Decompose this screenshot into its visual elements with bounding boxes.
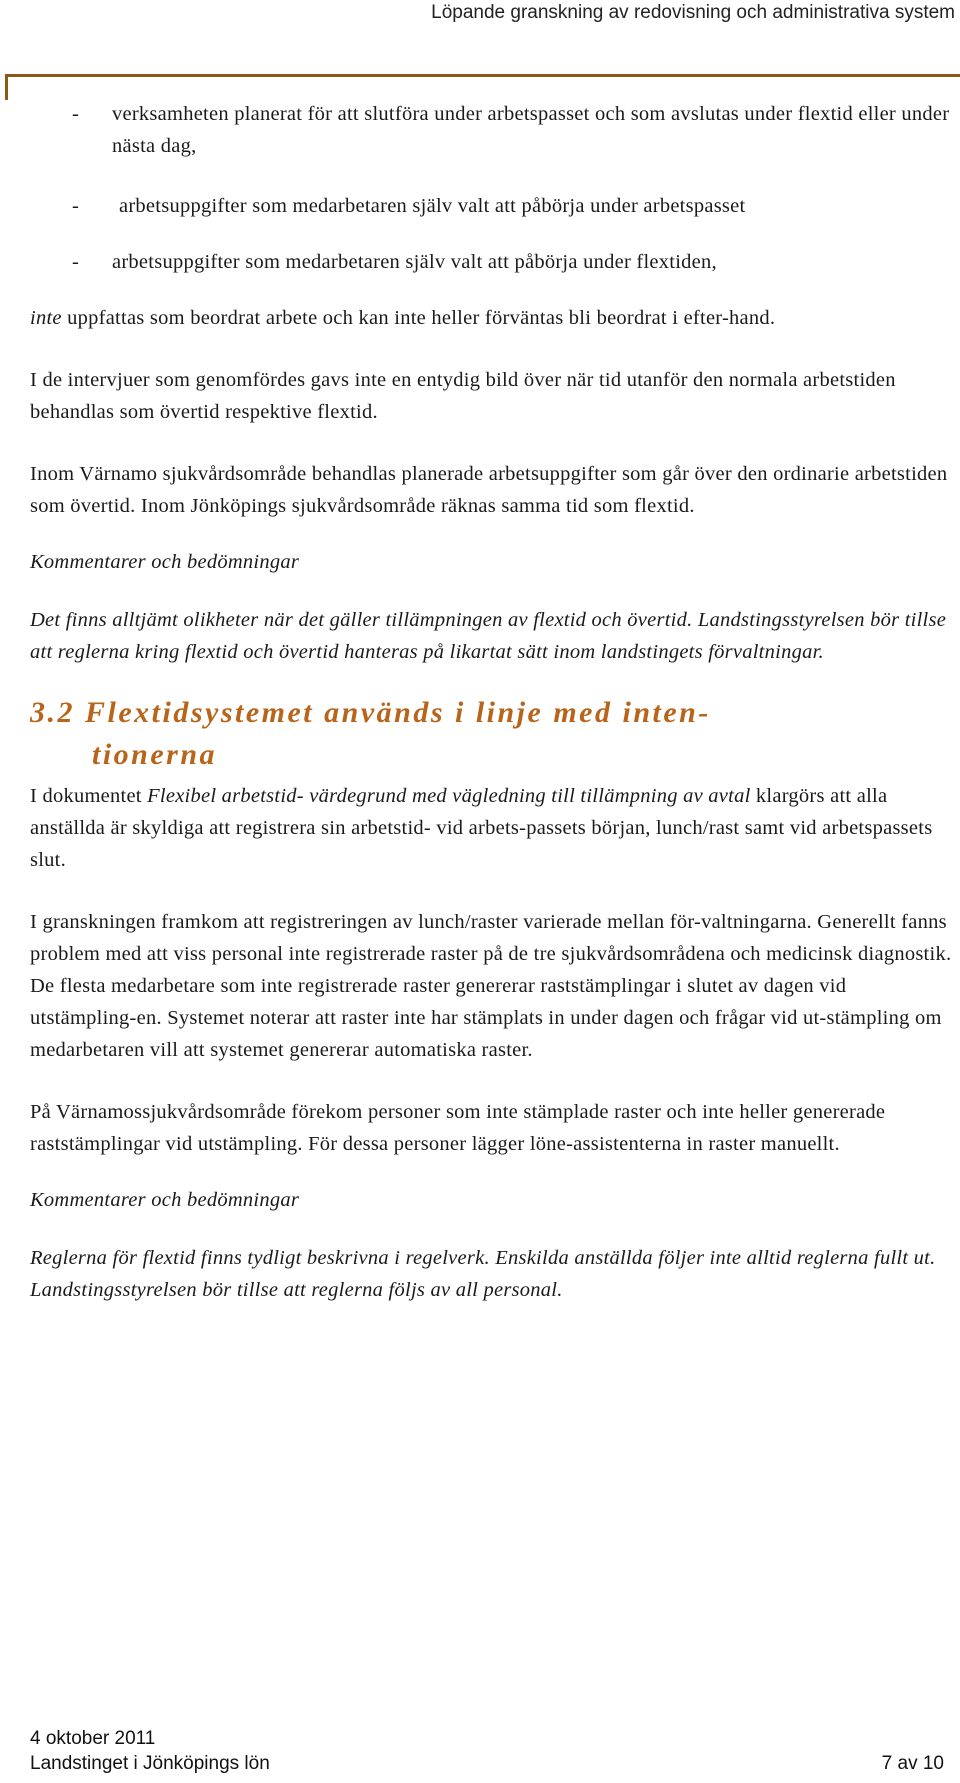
- comments-text: Det finns alltjämt olikheter när det gäller tillämpningen av flextid och övertid. Landstingsstyrelsen bör tillse att reglerna kring flextid och övertid hanteras på likartat sätt inom landstingets förvaltningar.: [30, 609, 947, 663]
- list-item-text: arbetsuppgifter som medarbetaren själv valt att påbörja under arbetspasset: [119, 195, 746, 217]
- list-item: [30, 246, 955, 278]
- header-rule: [5, 74, 960, 77]
- list-item: [30, 190, 955, 222]
- document-body: [30, 98, 955, 1336]
- page-footer: [30, 1726, 944, 1776]
- paragraph: I de intervjuer som genomfördes gavs inte en entydig bild över när tid utanför den normala arbetstiden behandlas som övertid respektive flextid.: [30, 369, 896, 423]
- paragraph-text: klargörs att alla anställda är skyldiga att registrera sin arbetstid- vid arbets-passets början, lunch/rast samt vid arbetspassets slut.: [30, 785, 933, 871]
- section-heading-line: 3.2 Flextidsystemet används i linje med inten-: [30, 696, 711, 729]
- footer-date: 4 oktober 2011: [30, 1728, 156, 1749]
- paragraph: Inom Värnamo sjukvårdsområde behandlas planerade arbetsuppgifter som går över den ordinarie arbetstiden som övertid. Inom Jönköpings sjukvårdsområde räknas samma tid som flextid.: [30, 463, 948, 517]
- running-header: Löpande granskning av redovisning och administrativa system: [431, 2, 955, 23]
- comments-text: Reglerna för flextid finns tydligt beskrivna i regelverk. Enskilda anställda följer inte alltid reglerna fullt ut. Landstingsstyrelsen bör tillse att reglerna följs av all personal.: [30, 1247, 936, 1301]
- section-heading: [30, 692, 955, 776]
- page-number: 7 av 10: [881, 1753, 944, 1774]
- paragraph-text: I dokumentet: [30, 785, 148, 807]
- emphasis-text: inte: [30, 307, 62, 329]
- paragraph-text: uppfattas som beordrat arbete och kan inte heller förväntas bli beordrat i efter-hand.: [61, 307, 776, 329]
- list-dash: -: [72, 251, 80, 273]
- paragraph: [30, 302, 955, 334]
- list-dash: -: [72, 195, 80, 217]
- section-heading-line: tionerna: [92, 738, 218, 771]
- comments-heading: Kommentarer och bedömningar: [30, 1189, 300, 1211]
- list-item-text: arbetsuppgifter som medarbetaren själv valt att påbörja under flextiden,: [112, 251, 717, 273]
- list-item: [30, 98, 955, 162]
- footer-row: [30, 1751, 944, 1776]
- paragraph: [30, 780, 955, 876]
- comments-heading: Kommentarer och bedömningar: [30, 551, 300, 573]
- document-title: Flexibel arbetstid- värdegrund med vägledning till tillämpning av avtal: [147, 785, 751, 807]
- paragraph: På Värnamossjukvårdsområde förekom personer som inte stämplade raster och inte heller genererade raststämplingar vid utstämpling. För dessa personer lägger löne-assistenterna in raster manuellt.: [30, 1101, 886, 1155]
- list-dash: -: [72, 103, 80, 125]
- footer-organization: Landstinget i Jönköpings lön: [30, 1753, 270, 1774]
- list-item-text: verksamheten planerat för att slutföra under arbetspasset och som avslutas under flextid eller under nästa dag,: [112, 103, 950, 157]
- header-rule-corner: [5, 74, 8, 100]
- paragraph: I granskningen framkom att registreringen av lunch/raster varierade mellan för-valtningarna. Generellt fanns problem med att viss personal inte registrerade raster på de tre sjukvårdsområdena och medicinsk diagnostik. De flesta medarbetare som inte registrerade raster genererar raststämplingar i slutet av dagen vid utstämpling-en. Systemet noterar att raster inte har stämplats in under dagen och frågar vid ut-stämpling om medarbetaren vill att systemet genererar automatiska raster.: [30, 911, 952, 1061]
